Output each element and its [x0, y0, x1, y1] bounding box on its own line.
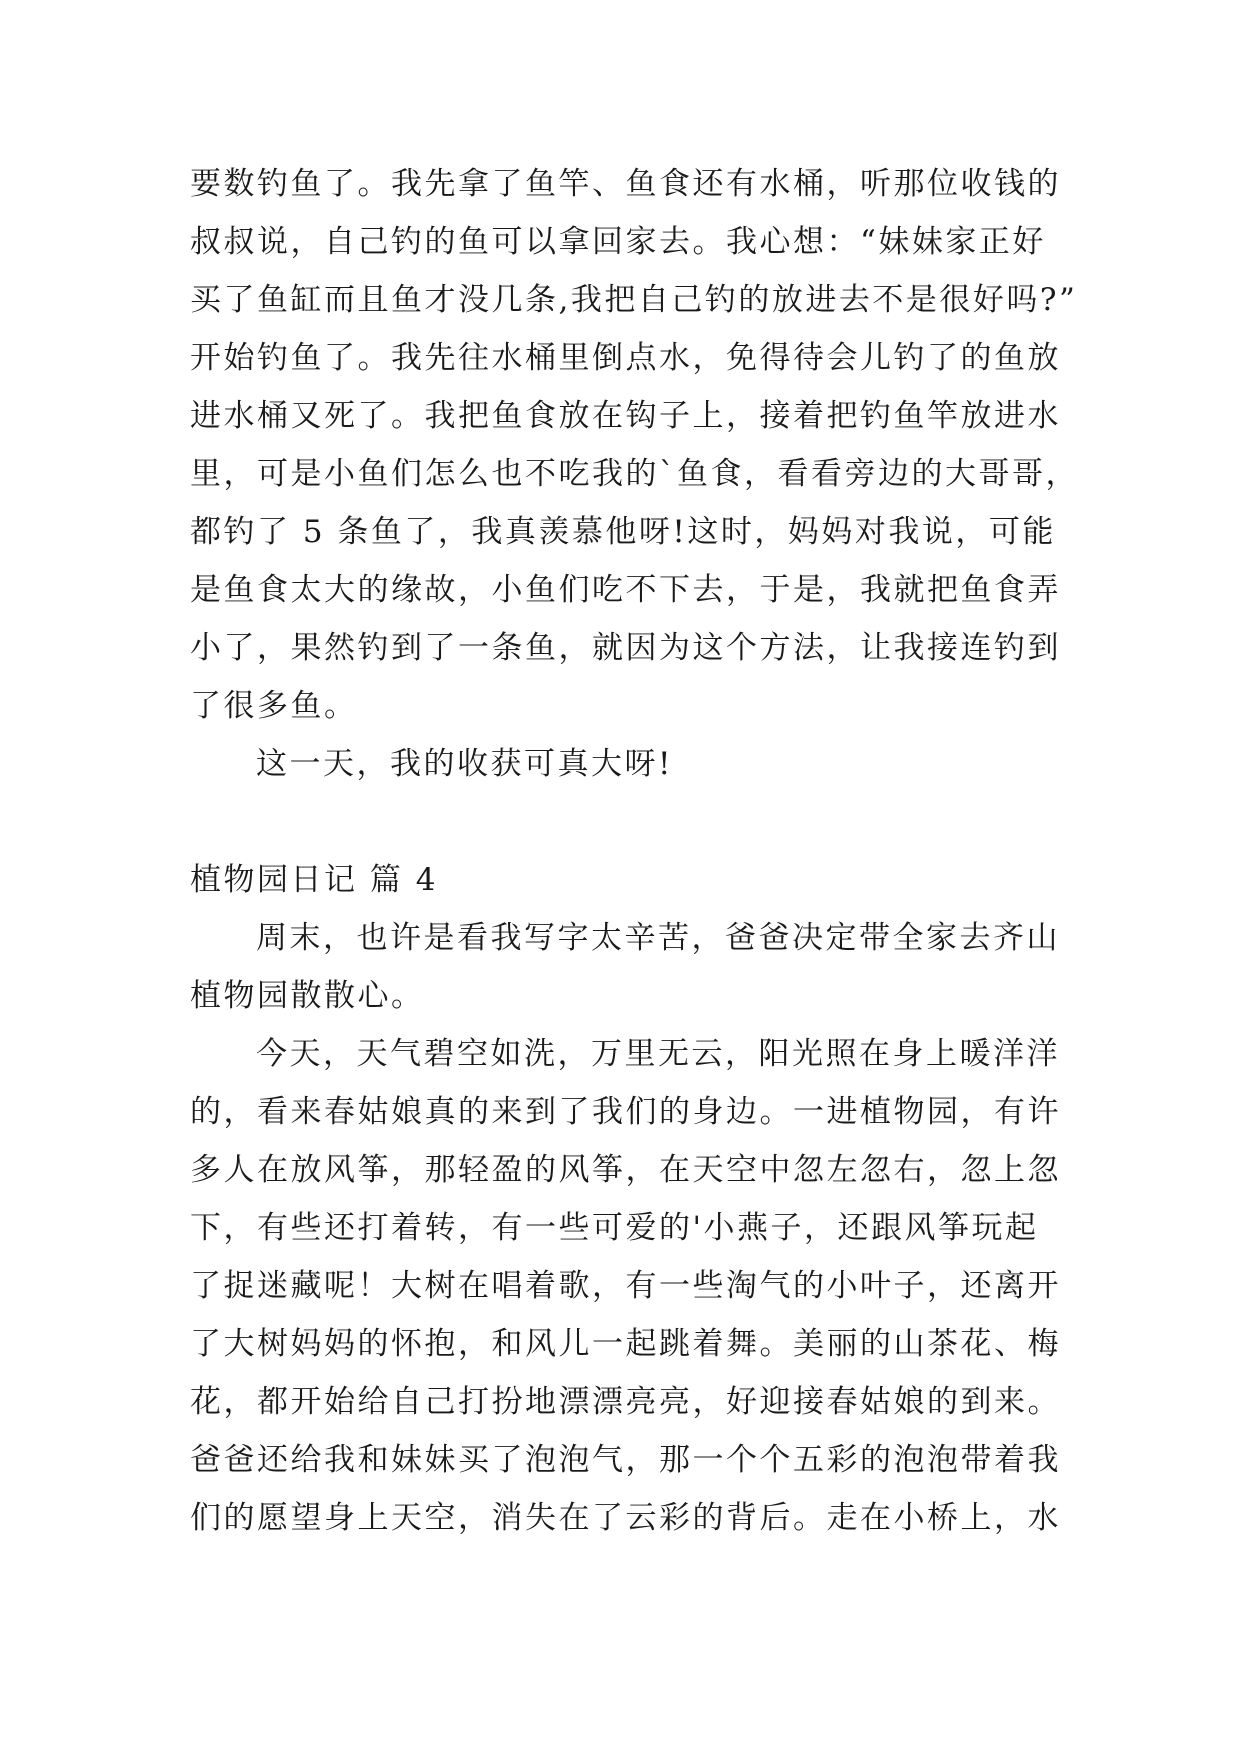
section-spacer [190, 793, 1070, 851]
paragraph-line: 里，可是小鱼们怎么也不吃我的`鱼食，看看旁边的大哥哥， [190, 456, 1079, 492]
document-body [190, 155, 1079, 1547]
paragraph-line: 进水桶又死了。我把鱼食放在钩子上，接着把钓鱼竿放进水 [190, 398, 1061, 434]
paragraph-line: 小了，果然钓到了一条鱼，就因为这个方法，让我接连钓到 [190, 630, 1061, 666]
paragraph-line: 花，都开始给自己打扮地漂漂亮亮，好迎接春姑娘的到来。 [190, 1384, 1061, 1420]
paragraph-line: 爸爸还给我和妹妹买了泡泡气，那一个个五彩的泡泡带着我 [190, 1442, 1061, 1478]
closing-line: 这一天，我的收获可真大呀! [256, 746, 673, 782]
paragraph-line: 是鱼食太大的缘故，小鱼们吃不下去，于是，我就把鱼食弄 [190, 572, 1061, 608]
paragraph-line: 要数钓鱼了。我先拿了鱼竿、鱼食还有水桶，听那位收钱的 [190, 166, 1061, 202]
paragraph-line: 了大树妈妈的怀抱，和风儿一起跳着舞。美丽的山茶花、梅 [190, 1326, 1061, 1362]
paragraph-line: 叔叔说，自己钓的鱼可以拿回家去。我心想：“妹妹家正好 [190, 224, 1046, 260]
paragraph-line: 的，看来春姑娘真的来到了我们的身边。一进植物园，有许 [190, 1094, 1061, 1130]
paragraph-line: 们的愿望身上天空，消失在了云彩的背后。走在小桥上，水 [190, 1500, 1061, 1536]
paragraph-line: 下，有些还打着转，有一些可爱的'小燕子，还跟风筝玩起 [190, 1210, 1039, 1246]
paragraph-line: 开始钓鱼了。我先往水桶里倒点水，免得待会儿钓了的鱼放 [190, 340, 1061, 376]
section-title: 植物园日记 篇 4 [190, 862, 438, 898]
paragraph-line: 植物园散散心。 [190, 978, 425, 1014]
paragraph-line: 了捉迷藏呢！大树在唱着歌，有一些淘气的小叶子，还离开 [190, 1268, 1061, 1304]
paragraph-line: 买了鱼缸而且鱼才没几条,我把自己钓的放进去不是很好吗?” [190, 282, 1078, 318]
paragraph-line: 多人在放风筝，那轻盈的风筝，在天空中忽左忽右，忽上忽 [190, 1152, 1061, 1188]
paragraph-line: 都钓了 5 条鱼了，我真羡慕他呀!这时，妈妈对我说，可能 [190, 514, 1056, 550]
paragraph-line: 今天，天气碧空如洗，万里无云，阳光照在身上暖洋洋 [256, 1036, 1060, 1072]
paragraph-line: 了很多鱼。 [190, 688, 358, 724]
paragraph-line: 周末，也许是看我写字太辛苦，爸爸决定带全家去齐山 [256, 920, 1060, 956]
